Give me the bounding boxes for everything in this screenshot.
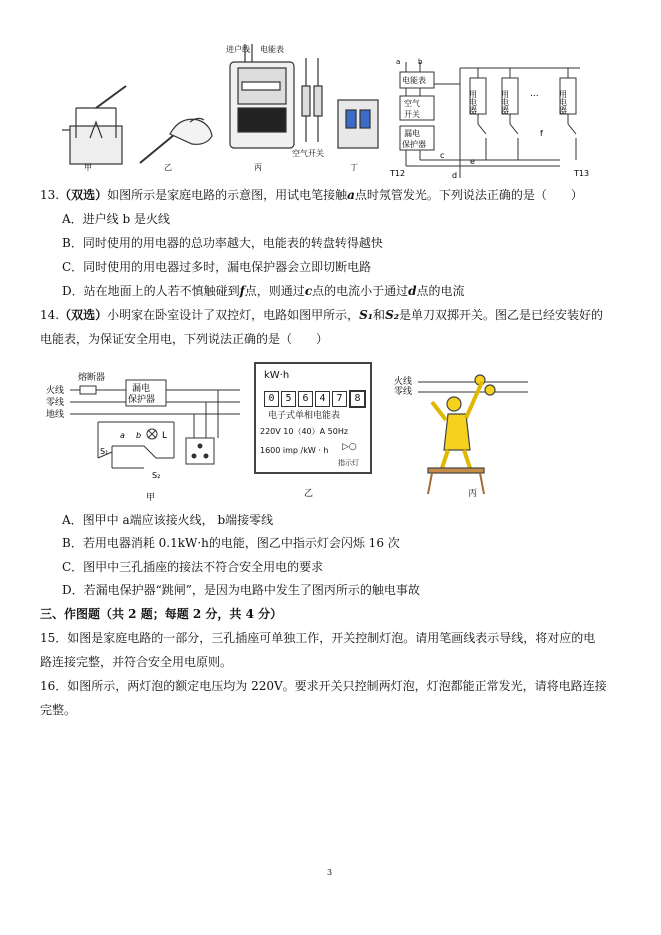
label-air-switch: 空气开关 (292, 149, 324, 158)
meter-digit: 7 (332, 391, 347, 407)
fig14-label-L: L (162, 431, 168, 441)
q14-number: 14. (40, 308, 60, 322)
q13-d-pre: D．站在地面上的人若不慎触碰到 (62, 284, 240, 298)
fig14-label-ground: 地线 (46, 410, 65, 420)
t13-label-c: c (440, 151, 445, 160)
t13-appliance-2: 用电器 (500, 90, 510, 114)
fig14-caption-jia: 甲 (146, 493, 156, 503)
q13-option-a: A．进户线 b 是火线 (62, 212, 170, 226)
section3-title: 三、作图题（共 2 题；每题 2 分，共 4 分） (40, 607, 283, 621)
q14-stem (40, 307, 603, 323)
meter-indicator-label: 指示灯 (338, 459, 359, 467)
q13-d-mid2: 点的电流小于通过 (312, 284, 409, 298)
caption-jia: 甲 (84, 163, 92, 172)
fig14-bing-fire: 火线 (394, 377, 413, 387)
t13-label-b: b (418, 58, 423, 66)
q14-tag: （双选） (59, 308, 108, 322)
top-figures (40, 38, 630, 188)
t13-label-meter: 电能表 (402, 76, 426, 85)
q14-option-d: D．若漏电保护器“跳闸”，是因为电路中发生了图丙所示的触电事故 (62, 583, 420, 597)
indicator-icon: ▷○ (342, 442, 357, 452)
fig14-label-fuse: 熔断器 (78, 373, 106, 383)
q13-var-a: a (347, 188, 355, 202)
t13-appliance-1: 用电器 (468, 90, 478, 114)
t13-label-air1: 空气 (404, 99, 420, 108)
caption-t13: T13 (574, 169, 590, 178)
q13-option-d (62, 283, 465, 299)
q14-and: 和 (373, 308, 386, 322)
fig14-label-leak2: 保护器 (128, 395, 156, 405)
fig14-caption-yi: 乙 (304, 489, 314, 499)
figure-t13-circuit (400, 62, 580, 178)
fig14-label-a: a (120, 431, 125, 440)
q13-d-post: 点的电流 (416, 284, 465, 298)
meter-name: 电子式单相电能表 (268, 411, 341, 421)
meter-digit: 5 (281, 391, 296, 407)
person-shock-icon (428, 375, 495, 494)
t13-label-air2: 开关 (404, 110, 420, 119)
q13-option-c: C．同时使用的用电器过多时，漏电保护器会立即切断电路 (62, 260, 372, 274)
t13-label-f: f (540, 129, 543, 138)
q13-d-mid: 点，则通过 (244, 284, 305, 298)
meter-spec: 220V 10（40）A 50Hz (260, 427, 349, 436)
caption-yi: 乙 (164, 163, 172, 172)
meter-imp: 1600 imp /kW · h (260, 446, 329, 455)
q15-line2: 路连接完整，并符合安全用电原则。 (40, 655, 233, 669)
meter-digit: 8 (349, 390, 366, 408)
fig14-label-S1: S₁ (100, 447, 109, 456)
page-number: 3 (327, 868, 333, 877)
q14-s2: S₂ (385, 308, 399, 322)
q13-stem-a: 如图所示是家庭电路的示意图，用试电笔接触 (107, 188, 348, 202)
meter-digit: 4 (315, 391, 330, 407)
q14-option-a: A．图甲中 a端应该接火线， b端接零线 (62, 513, 274, 527)
figure14-jia-circuit (44, 358, 244, 508)
fig14-label-b: b (136, 431, 142, 440)
caption-bing: 丙 (254, 163, 262, 172)
q14-s1: S₁ (359, 308, 374, 322)
label-inlet: 进户线 (226, 45, 250, 54)
q15-line1: 15．如图是家庭电路的一部分，三孔插座可单独工作，开关控制灯泡。请用笔画线表示导线，将对应的电 (40, 631, 596, 645)
q16-line1: 16．如图所示，两灯泡的额定电压均为 220V。要求开关只控制两灯泡，灯泡都能正常发光，请将电路连接 (40, 679, 607, 693)
caption-ding: 丁 (350, 163, 358, 172)
fig14-label-fire: 火线 (46, 386, 65, 396)
fig14-label-S2: S₂ (152, 471, 161, 480)
fig14-label-leak1: 漏电 (132, 384, 151, 394)
figure-jia-switch (62, 86, 126, 164)
t13-label-leak1: 漏电 (404, 129, 420, 138)
q14-option-c: C．图甲中三孔插座的接法不符合安全用电的要求 (62, 560, 324, 574)
meter-digit: 0 (264, 391, 279, 407)
fig14-bing-zero: 零线 (394, 387, 413, 397)
q13-number: 13. (40, 188, 60, 202)
figure-yi-test-pen (140, 118, 212, 163)
q13-stem (40, 187, 583, 203)
q14-stem-a: 小明家在卧室设计了双控灯，电路如图甲所示， (107, 308, 360, 322)
q13-d-f: f (239, 284, 245, 298)
t13-label-e: e (470, 157, 475, 166)
figure-bing-meter (230, 44, 322, 148)
q13-option-b: B．同时使用的用电器的总功率越大，电能表的转盘转得越快 (62, 236, 383, 250)
q13-stem-b: 点时氖管发光。下列说法正确的是（ ） (354, 188, 583, 202)
q14-option-b: B．若用电器消耗 0.1kW·h的电能，图乙中指示灯会闪烁 16 次 (62, 536, 400, 550)
t13-label-d: d (452, 171, 458, 180)
q14-stem-b: 是单刀双掷开关。图乙是已经安装好的 (398, 308, 603, 322)
t13-dots: ... (530, 89, 539, 99)
figure14-yi-meter (254, 362, 372, 474)
meter-unit: kW·h (264, 370, 290, 381)
t13-label-leak2: 保护器 (402, 140, 426, 149)
t13-appliance-3: 用电器 (558, 90, 568, 114)
fig14-caption-bing: 丙 (468, 489, 478, 499)
meter-digit: 6 (298, 391, 313, 407)
caption-t12: T12 (390, 169, 406, 178)
q13-d-c: c (304, 284, 313, 298)
q13-tag: （双选） (59, 188, 108, 202)
label-meter: 电能表 (260, 45, 284, 54)
figure14-bing-scene (392, 360, 532, 500)
q16-line2: 完整。 (40, 703, 77, 717)
fig14-label-zero: 零线 (46, 398, 65, 408)
figure-ding-breaker (338, 100, 378, 148)
t13-label-a: a (396, 58, 401, 66)
q14-line2: 电能表，为保证安全用电，下列说法正确的是（ ） (40, 332, 329, 346)
meter-digits (264, 386, 368, 408)
q13-d-d: d (408, 284, 417, 298)
